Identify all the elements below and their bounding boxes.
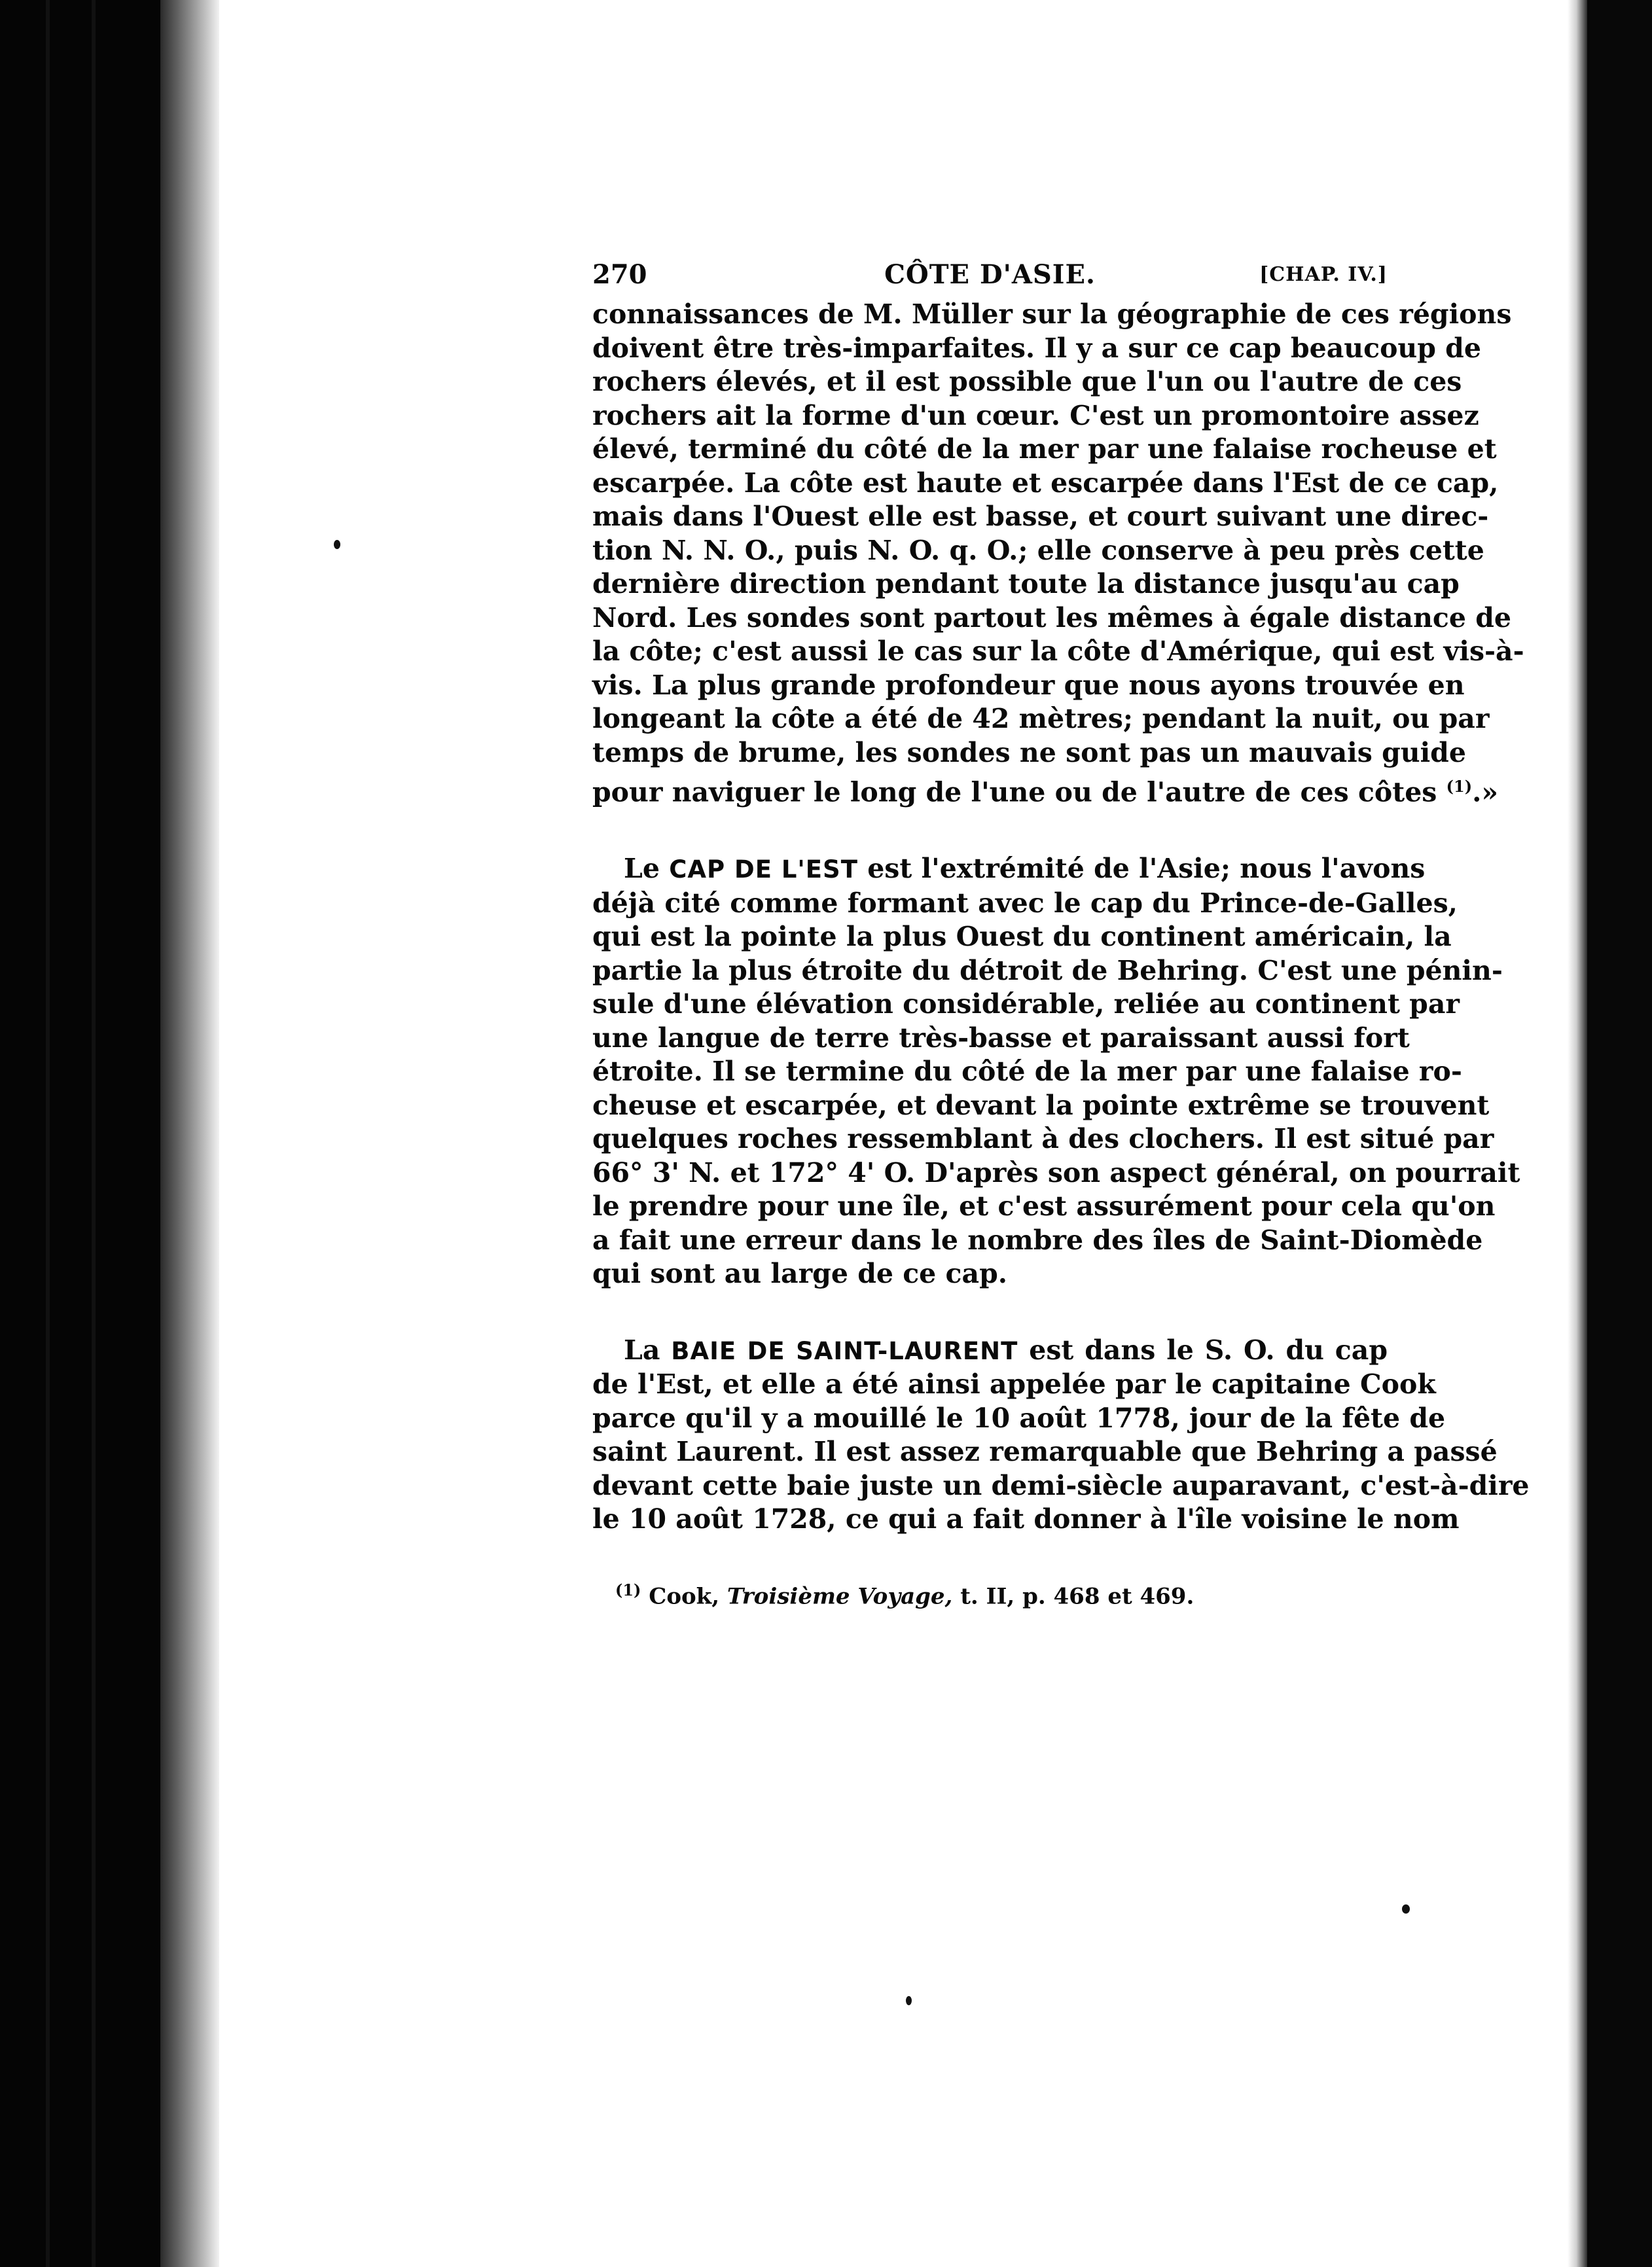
text-line-content: pour naviguer le long de l'une ou de l'autre de ces côtes [592,776,1437,808]
text-line: étroite. Il se termine du côté de la mer par une falaise ro- [592,1056,1462,1088]
scan-speck [906,1996,912,2005]
footnote-author: Cook, [649,1582,720,1609]
text-line: qui est la pointe la plus Ouest du continent américain, la [592,921,1452,953]
text-line: 66° 3' N. et 172° 4' O. D'après son aspect général, on pourrait [592,1156,1520,1188]
text-line [592,852,1426,887]
scan-speck [1402,1904,1410,1914]
binding-shadow [0,0,160,2267]
footnote [592,1576,1388,1611]
text-line: rochers élevés, et il est possible que l'un ou l'autre de ces [592,366,1462,397]
text-line: tion N. N. O., puis N. O. q. O.; elle conserve à peu près cette [592,534,1484,566]
text-line: déjà cité comme formant avec le cap du Prince-de-Galles, [592,887,1458,919]
paragraph [592,852,1520,1291]
text-line: la côte; c'est aussi le cas sur la côte d'Amérique, qui est vis-à- [592,635,1524,667]
footnote-work-title: Troisième Voyage, [727,1582,953,1609]
text-line: Nord. Les sondes sont partout les mêmes à égale distance de [592,601,1511,634]
paragraph [592,298,1524,810]
text-line: parce qu'il y a mouillé le 10 août 1778, jour de la fête de [592,1402,1446,1434]
footnote-marker: (1) [615,1580,641,1599]
gutter-line [92,0,96,2267]
text-line: a fait une erreur dans le nombre des îles de Saint-Diomède [592,1224,1483,1256]
book-page [592,252,1530,1611]
paragraph [592,1334,1530,1537]
text-line: sule d'une élévation considérable, reliée au continent par [592,988,1460,1020]
text-line: cheuse et escarpée, et devant la pointe extrême se trouvent [592,1089,1490,1121]
closing-quote: .» [1472,776,1498,808]
running-head [592,252,1388,298]
right-page-edge [1587,0,1652,2267]
paragraph-lead: Le [624,853,660,885]
section-heading-baie-de-saint-laurent: BAIE DE SAINT-LAURENT [671,1336,1018,1365]
text-line: temps de brume, les sondes ne sont pas un mauvais guide [592,736,1466,768]
text-line: connaissances de M. Müller sur la géographie de ces régions [592,298,1512,330]
text-line: mais dans l'Ouest elle est basse, et court suivant une direc- [592,501,1489,532]
text-line: le prendre pour une île, et c'est assurément pour cela qu'on [592,1190,1496,1223]
scan-speck [334,540,340,549]
gutter-line [46,0,50,2267]
text-line-content: est dans le S. O. du cap [1029,1334,1388,1366]
page-number: 270 [592,259,647,290]
text-line: qui sont au large de ce cap. [592,1258,1008,1290]
page-edge-gradient [160,0,219,2267]
footnote-reference: t. II, p. 468 et 469. [960,1582,1194,1609]
text-line: de l'Est, et elle a été ainsi appelée par le capitaine Cook [592,1368,1436,1401]
text-line [592,770,1498,810]
text-line: devant cette baie juste un demi-siècle auparavant, c'est-à-dire [592,1469,1530,1501]
text-line: doivent être très-imparfaites. Il y a sur ce cap beaucoup de [592,332,1481,364]
text-line-content: est l'extrémité de l'Asie; nous l'avons [867,853,1426,885]
text-line: dernière direction pendant toute la distance jusqu'au cap [592,568,1460,599]
paragraph-lead: La [624,1334,660,1366]
text-line: saint Laurent. Il est assez remarquable que Behring a passé [592,1436,1498,1468]
text-line: partie la plus étroite du détroit de Behring. C'est une pénin- [592,954,1503,986]
text-line: vis. La plus grande profondeur que nous ayons trouvée en [592,669,1465,701]
text-line: une langue de terre très-basse et paraissant aussi fort [592,1022,1410,1054]
text-line: élevé, terminé du côté de la mer par une falaise rocheuse et [592,433,1497,465]
right-page-shadow [1568,0,1587,2267]
section-heading-cap-de-lest: CAP DE L'EST [669,855,858,884]
text-line: le 10 août 1728, ce qui a fait donner à l'île voisine le nom [592,1503,1460,1535]
text-line [592,1334,1388,1368]
text-line: longeant la côte a été de 42 mètres; pendant la nuit, ou par [592,703,1490,734]
text-line: escarpée. La côte est haute et escarpée dans l'Est de ce cap, [592,467,1499,499]
text-line: rochers ait la forme d'un cœur. C'est un promontoire assez [592,399,1479,431]
text-line: quelques roches ressemblant à des clochers. Il est situé par [592,1123,1494,1155]
running-title: CÔTE D'ASIE. [884,259,1096,290]
chapter-label: [CHAP. IV.] [1259,263,1388,286]
footnote-ref: (1) [1446,777,1473,796]
